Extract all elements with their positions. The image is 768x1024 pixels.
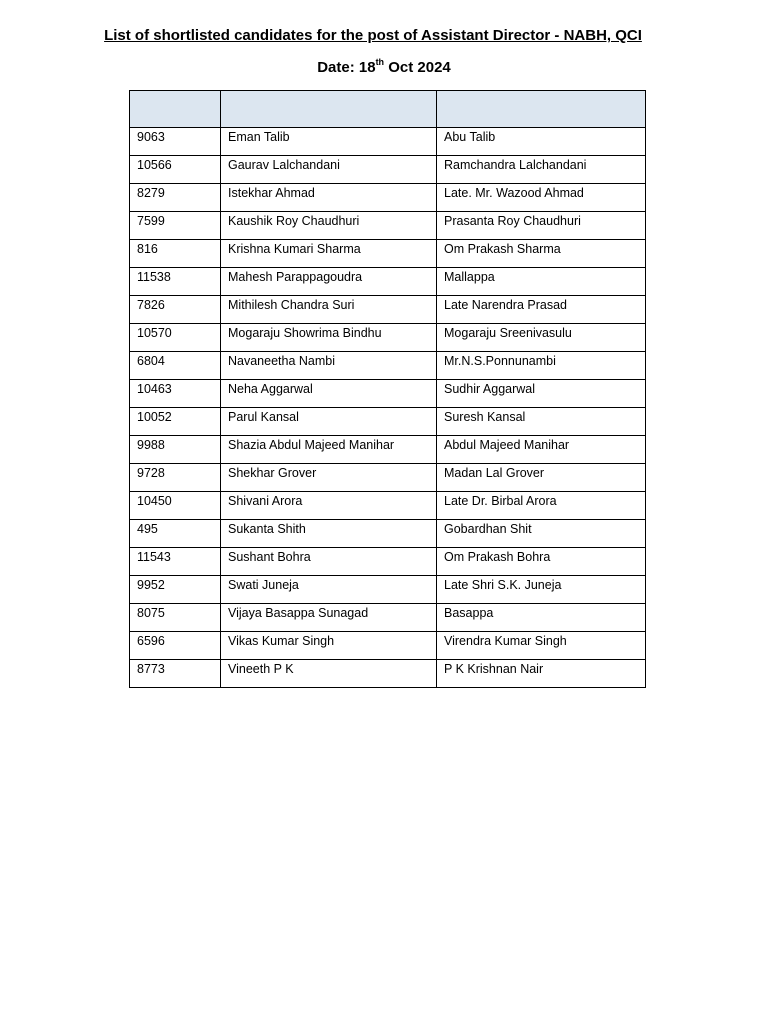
cell-candidate-name: Mogaraju Showrima Bindhu	[221, 324, 437, 352]
cell-candidate-name: Sushant Bohra	[221, 548, 437, 576]
table-row	[130, 576, 646, 604]
table-row	[130, 240, 646, 268]
cell-application-id: 6596	[130, 632, 221, 660]
cell-application-id: 8075	[130, 604, 221, 632]
date-ordinal-suffix: th	[375, 57, 385, 67]
cell-candidate-name: Shivani Arora	[221, 492, 437, 520]
cell-candidate-name: Gaurav Lalchandani	[221, 156, 437, 184]
cell-candidate-name: Vineeth P K	[221, 660, 437, 688]
cell-father-name: Abu Talib	[437, 128, 646, 156]
cell-application-id: 9988	[130, 436, 221, 464]
document-title: List of shortlisted candidates for the post of Assistant Director - NABH, QCI	[104, 27, 642, 44]
cell-application-id: 816	[130, 240, 221, 268]
date-prefix: Date: 18	[317, 59, 376, 76]
candidates-table	[129, 90, 646, 688]
cell-application-id: 9952	[130, 576, 221, 604]
cell-father-name: Om Prakash Sharma	[437, 240, 646, 268]
table-row	[130, 604, 646, 632]
header-cell-id	[130, 91, 221, 128]
date-rest: Oct 2024	[384, 59, 451, 76]
cell-application-id: 9063	[130, 128, 221, 156]
cell-application-id: 10463	[130, 380, 221, 408]
cell-father-name: Abdul Majeed Manihar	[437, 436, 646, 464]
cell-father-name: Virendra Kumar Singh	[437, 632, 646, 660]
cell-candidate-name: Parul Kansal	[221, 408, 437, 436]
table-row	[130, 436, 646, 464]
table-row	[130, 352, 646, 380]
cell-application-id: 8279	[130, 184, 221, 212]
cell-candidate-name: Sukanta Shith	[221, 520, 437, 548]
table-row	[130, 408, 646, 436]
table-row	[130, 128, 646, 156]
cell-application-id: 6804	[130, 352, 221, 380]
cell-father-name: Late Dr. Birbal Arora	[437, 492, 646, 520]
cell-father-name: Late. Mr. Wazood Ahmad	[437, 184, 646, 212]
cell-candidate-name: Mithilesh Chandra Suri	[221, 296, 437, 324]
table-row	[130, 268, 646, 296]
cell-father-name: Ramchandra Lalchandani	[437, 156, 646, 184]
cell-candidate-name: Neha Aggarwal	[221, 380, 437, 408]
cell-application-id: 11538	[130, 268, 221, 296]
cell-application-id: 7826	[130, 296, 221, 324]
cell-application-id: 10566	[130, 156, 221, 184]
cell-father-name: Basappa	[437, 604, 646, 632]
cell-father-name: Late Narendra Prasad	[437, 296, 646, 324]
cell-father-name: Om Prakash Bohra	[437, 548, 646, 576]
document-date	[0, 58, 768, 78]
table-row	[130, 548, 646, 576]
header-cell-name	[221, 91, 437, 128]
cell-candidate-name: Istekhar Ahmad	[221, 184, 437, 212]
cell-candidate-name: Shekhar Grover	[221, 464, 437, 492]
cell-application-id: 8773	[130, 660, 221, 688]
table-row	[130, 324, 646, 352]
table-row	[130, 212, 646, 240]
cell-father-name: Late Shri S.K. Juneja	[437, 576, 646, 604]
cell-candidate-name: Mahesh Parappagoudra	[221, 268, 437, 296]
cell-application-id: 10450	[130, 492, 221, 520]
cell-candidate-name: Swati Juneja	[221, 576, 437, 604]
table-row	[130, 520, 646, 548]
table-header-row	[130, 91, 646, 128]
cell-candidate-name: Navaneetha Nambi	[221, 352, 437, 380]
table-row	[130, 492, 646, 520]
cell-father-name: Madan Lal Grover	[437, 464, 646, 492]
cell-father-name: Prasanta Roy Chaudhuri	[437, 212, 646, 240]
table-row	[130, 184, 646, 212]
cell-father-name: Mogaraju Sreenivasulu	[437, 324, 646, 352]
cell-father-name: Gobardhan Shit	[437, 520, 646, 548]
table-row	[130, 380, 646, 408]
cell-candidate-name: Kaushik Roy Chaudhuri	[221, 212, 437, 240]
table-row	[130, 156, 646, 184]
cell-candidate-name: Eman Talib	[221, 128, 437, 156]
cell-application-id: 11543	[130, 548, 221, 576]
table-body	[130, 128, 646, 688]
cell-candidate-name: Krishna Kumari Sharma	[221, 240, 437, 268]
cell-candidate-name: Vikas Kumar Singh	[221, 632, 437, 660]
cell-application-id: 10570	[130, 324, 221, 352]
table-row	[130, 660, 646, 688]
cell-father-name: Sudhir Aggarwal	[437, 380, 646, 408]
cell-father-name: Suresh Kansal	[437, 408, 646, 436]
header-cell-father-name	[437, 91, 646, 128]
cell-application-id: 7599	[130, 212, 221, 240]
cell-candidate-name: Vijaya Basappa Sunagad	[221, 604, 437, 632]
cell-candidate-name: Shazia Abdul Majeed Manihar	[221, 436, 437, 464]
table-row	[130, 632, 646, 660]
cell-application-id: 10052	[130, 408, 221, 436]
cell-father-name: Mr.N.S.Ponnunambi	[437, 352, 646, 380]
cell-father-name: P K Krishnan Nair	[437, 660, 646, 688]
table-row	[130, 464, 646, 492]
cell-application-id: 495	[130, 520, 221, 548]
table-row	[130, 296, 646, 324]
cell-father-name: Mallappa	[437, 268, 646, 296]
cell-application-id: 9728	[130, 464, 221, 492]
